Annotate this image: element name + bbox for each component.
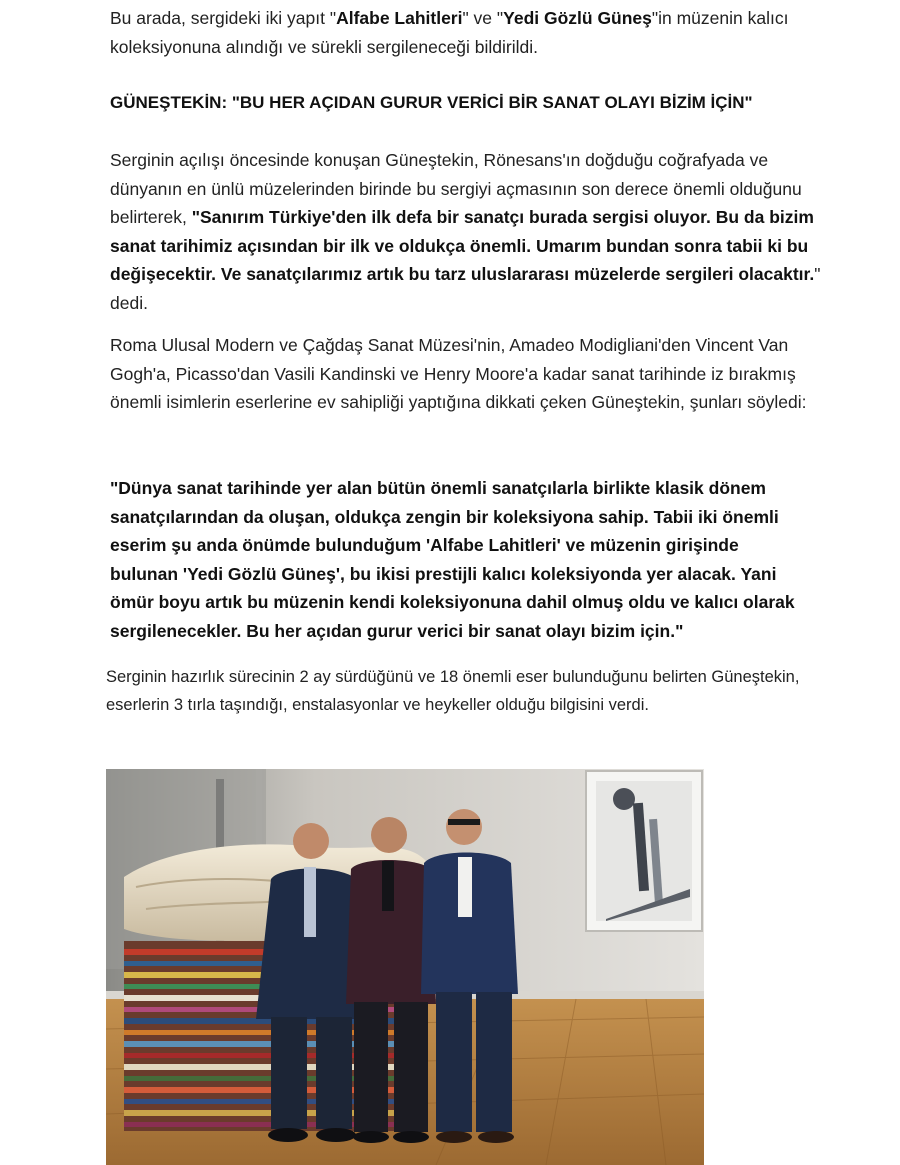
paragraph-preparation: Serginin hazırlık sürecinin 2 ay sürdüğünü ve 18 önemli eser bulunduğunu belirten Güneştekin, eserlerin 3 tırla taşındığı, enstalasyonlar ve heykeller olduğu bilgisini verdi. [106, 668, 800, 714]
section-heading: GÜNEŞTEKİN: "BU HER AÇIDAN GURUR VERİCİ BİR SANAT OLAYI BİZİM İÇİN" [110, 93, 753, 112]
paragraph-collection-note: Bu arada, sergideki iki yapıt "Alfabe Lahitleri" ve "Yedi Gözlü Güneş"in müzenin kalıcı koleksiyonuna alındığı ve sürekli sergileneceği bildirildi. [110, 8, 789, 57]
paragraph-opening-speech: Serginin açılışı öncesinde konuşan Güneştekin, Rönesans'ın doğduğu coğrafyada ve dünyanın en ünlü müzelerinden birinde bu sergiyi açmasının son derece önemli olduğunu belirterek, "Sanırım Türkiye'den ilk defa bir sanatçı burada sergisi oluyor. Bu da bizim sanat tarihimiz açısından bir ilk ve oldukça önemli. Umarım bundan sonra tabii ki bu değişecektir. Ve sanatçılarımız artık bu tarz uluslararası müzelerde sergileri olacaktır." dedi. [110, 150, 821, 313]
artwork-title-alfabe: Alfabe Lahitleri [336, 8, 463, 28]
artwork-title-yedi-gozlu-gunes: Yedi Gözlü Güneş [503, 8, 652, 28]
paragraph-museum-info: Roma Ulusal Modern ve Çağdaş Sanat Müzesi'nin, Amadeo Modigliani'den Vincent Van Gogh'a, Picasso'dan Vasili Kandinski ve Henry Moore'a kadar sanat tarihinde iz bırakmış önemli isimlerin eserlerine ev sahipliği yaptığına dikkati çeken Güneştekin, şunları söyledi: [110, 335, 807, 412]
exhibition-photo [106, 769, 704, 1165]
block-quote: "Dünya sanat tarihinde yer alan bütün önemli sanatçılarla birlikte klasik dönem sanatçılarından da oluşan, oldukça zengin bir koleksiyona sahip. Tabii iki önemli eserim şu anda önümde bulunduğum 'Alfabe Lahitleri' ve müzenin girişinde bulunan 'Yedi Gözlü Güneş', bu ikisi prestijli kalıcı koleksiyonda yer alacak. Yani ömür boyu artık bu müzenin kendi koleksiyonuna dahil olmuş oldu ve kalıcı olarak sergilenecekler. Bu her açıdan gurur verici bir sanat olayı bizim için." [110, 478, 795, 641]
inline-quote: "Sanırım Türkiye'den ilk defa bir sanatçı burada sergisi oluyor. Bu da bizim sanat tarihimiz açısından bir ilk ve oldukça önemli. Umarım bundan sonra tabii ki bu değişecektir. Ve sanatçılarımız artık bu tarz uluslararası müzelerde sergileri olacaktır. [110, 207, 815, 284]
